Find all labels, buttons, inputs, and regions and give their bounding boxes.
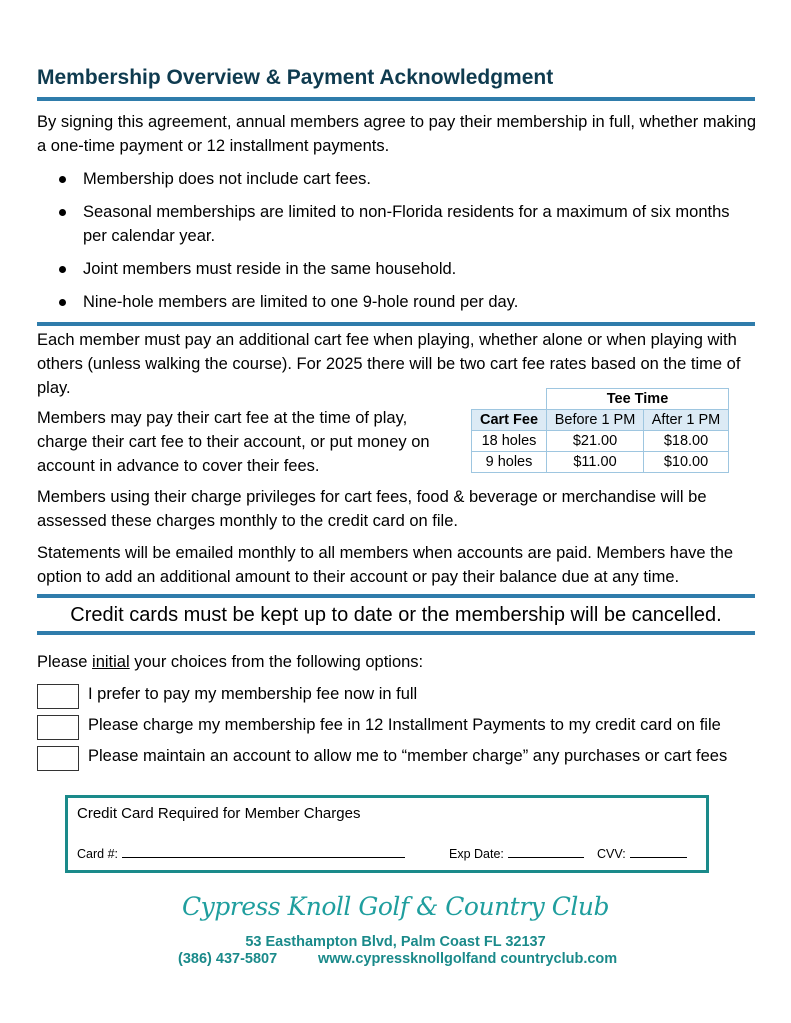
exp-date-line: [508, 845, 584, 858]
bullet-icon: [59, 266, 66, 273]
card-number-line: [122, 845, 405, 858]
option-label: Please maintain an account to allow me to “member charge” any purchases or cart fees: [88, 747, 728, 765]
initial-input-box[interactable]: [37, 684, 79, 709]
title-rule: [37, 97, 755, 101]
charge-paragraph: Members using their charge privileges for cart fees, food & beverage or merchandise will be assessed these charges monthly to the credit card on file.: [37, 488, 707, 530]
list-item: Joint members must reside in the same household.: [37, 257, 757, 281]
intro-paragraph: By signing this agreement, annual members agree to pay their membership in full, whether making a one-time payment or 12 installment payments.: [37, 113, 757, 155]
table-cell: $11.00: [547, 452, 644, 473]
initial-input-box[interactable]: [37, 715, 79, 740]
table-row: [472, 431, 729, 452]
table-cell: 18 holes: [472, 431, 547, 452]
notice-top-rule: [37, 594, 755, 598]
credit-card-notice: Credit cards must be kept up to date or the membership will be cancelled.: [70, 604, 722, 626]
option-label: Please charge my membership fee in 12 Installment Payments to my credit card on file: [88, 716, 721, 734]
option-label: I prefer to pay my membership fee now in full: [88, 685, 418, 703]
column-header: Cart Fee: [472, 410, 547, 431]
table-cell: $18.00: [644, 431, 729, 452]
cart-fee-table: [471, 388, 729, 473]
tee-time-header: Tee Time: [547, 389, 729, 410]
table-row: [472, 452, 729, 473]
initial-input-box[interactable]: [37, 746, 79, 771]
table-cell: $10.00: [644, 452, 729, 473]
page-title: Membership Overview & Payment Acknowledgment: [37, 66, 554, 89]
statements-paragraph: Statements will be emailed monthly to all members when accounts are paid. Members have the option to add an additional amount to their account or pay their balance due at any time.: [37, 544, 734, 586]
initial-prompt: Please initial your choices from the following options:: [37, 653, 424, 671]
credit-card-box: [65, 795, 709, 873]
pay-options-paragraph: Members may pay their cart fee at the time of play, charge their cart fee to their account, or put money on account in advance to cover their fees.: [37, 409, 430, 475]
notice-bottom-rule: [37, 631, 755, 635]
list-item: Seasonal memberships are limited to non-Florida residents for a maximum of six months per calendar year.: [37, 200, 757, 248]
bullet-icon: [59, 209, 66, 216]
table-cell: 9 holes: [472, 452, 547, 473]
section-rule: [37, 322, 755, 326]
club-logo-text: Cypress Knoll Golf & Country Club: [182, 892, 609, 921]
exp-date-field[interactable]: Exp Date:: [449, 845, 584, 861]
club-phone: (386) 437-5807: [178, 951, 278, 967]
cvv-line: [630, 845, 687, 858]
table-cell: $21.00: [547, 431, 644, 452]
card-number-field[interactable]: Card #:: [77, 845, 405, 861]
cvv-field[interactable]: CVV:: [597, 845, 687, 861]
bullet-icon: [59, 176, 66, 183]
cart-fee-paragraph: Each member must pay an additional cart fee when playing, whether alone or when playing with others (unless walking the course). For 2025 there will be two cart fee rates based on the time of play.: [37, 331, 741, 397]
membership-terms-list: [37, 167, 757, 323]
list-item: Membership does not include cart fees.: [37, 167, 757, 191]
club-address: 53 Easthampton Blvd, Palm Coast FL 32137: [245, 934, 546, 950]
column-header: After 1 PM: [644, 410, 729, 431]
club-website[interactable]: www.cypressknollgolfand countryclub.com: [318, 951, 618, 967]
bullet-icon: [59, 299, 66, 306]
list-item: Nine-hole members are limited to one 9-hole round per day.: [37, 290, 757, 314]
column-header: Before 1 PM: [547, 410, 644, 431]
credit-card-title: Credit Card Required for Member Charges: [77, 805, 361, 822]
